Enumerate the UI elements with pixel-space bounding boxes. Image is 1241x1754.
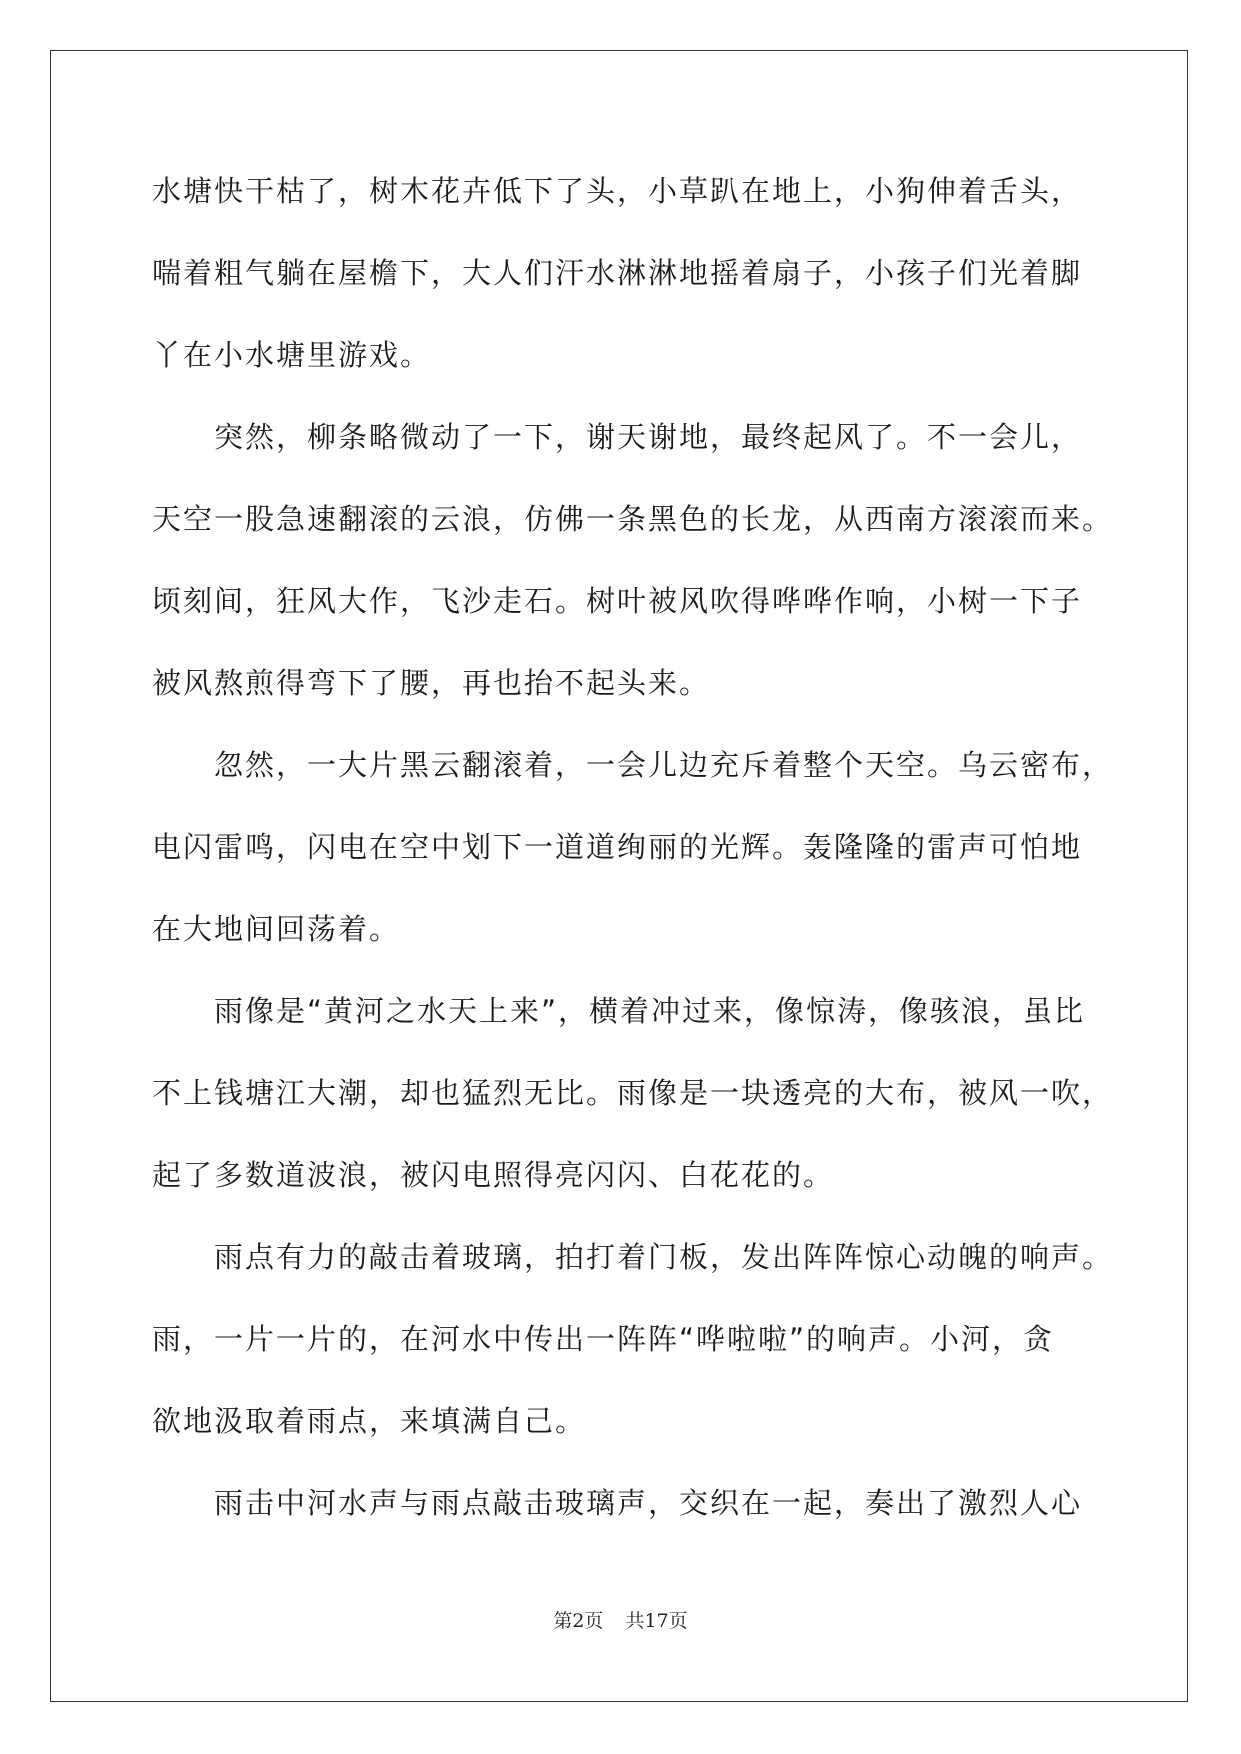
text-line: 不上钱塘江大潮，却也猛烈无比。雨像是一块透亮的大布，被风一吹，	[152, 1076, 1114, 1110]
paragraph-start-line: 忽然，一大片黑云翻滚着，一会儿边充斥着整个天空。乌云密布，	[214, 748, 1114, 782]
paragraph-start-line: 雨像是“黄河之水天上来”，横着冲过来，像惊涛，像骇浪，虽比	[214, 994, 1086, 1028]
document-body	[152, 160, 1114, 1554]
text-line: 雨，一片一片的，在河水中传出一阵阵“哗啦啦”的响声。小河，贪	[152, 1322, 1055, 1356]
text-line: 起了多数道波浪，被闪电照得亮闪闪、白花花的。	[152, 1158, 835, 1192]
paragraph-start-line: 雨点有力的敲击着玻璃，拍打着门板，发出阵阵惊心动魄的响声。	[214, 1240, 1114, 1274]
text-line: 丫在小水塘里游戏。	[152, 338, 432, 372]
text-line: 顷刻间，狂风大作，飞沙走石。树叶被风吹得哗哗作响，小树一下子	[152, 584, 1083, 618]
text-line: 在大地间回荡着。	[152, 912, 401, 946]
text-line: 水塘快干枯了，树木花卉低下了头，小草趴在地上，小狗伸着舌头，	[152, 174, 1083, 208]
text-line: 欲地汲取着雨点，来填满自己。	[152, 1404, 587, 1438]
page-number-total: 共17页	[625, 1610, 688, 1632]
text-line: 天空一股急速翻滚的云浪，仿佛一条黑色的长龙，从西南方滚滚而来。	[152, 502, 1114, 536]
text-line: 电闪雷鸣，闪电在空中划下一道道绚丽的光辉。轰隆隆的雷声可怕地	[152, 830, 1083, 864]
paragraph-start-line: 突然，柳条略微动了一下，谢天谢地，最终起风了。不一会儿，	[214, 420, 1083, 454]
page-number-current: 第2页	[553, 1610, 604, 1632]
paragraph-start-line: 雨击中河水声与雨点敲击玻璃声，交织在一起，奏出了激烈人心	[214, 1486, 1083, 1520]
text-line: 被风熬煎得弯下了腰，再也抬不起头来。	[152, 666, 711, 700]
text-line: 喘着粗气躺在屋檐下，大人们汗水淋淋地摇着扇子，小孩子们光着脚	[152, 256, 1083, 290]
page-footer	[0, 1606, 1241, 1633]
